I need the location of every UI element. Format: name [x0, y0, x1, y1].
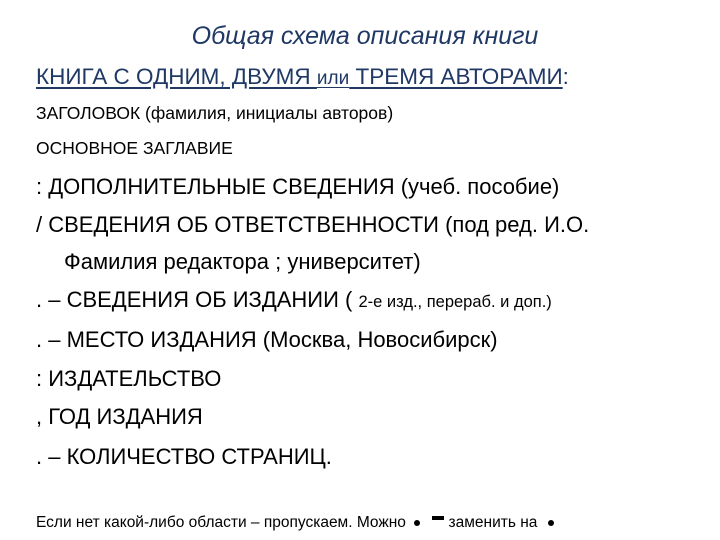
line-additional-info: : ДОПОЛНИТЕЛЬНЫЕ СВЕДЕНИЯ (учеб. пособие) — [36, 174, 560, 199]
line-responsibility-cont: Фамилия редактора ; университет) — [64, 249, 421, 274]
line-edition-main: . – СВЕДЕНИЯ ОБ ИЗДАНИИ ( — [36, 287, 359, 312]
dash-symbol — [432, 516, 444, 520]
line-heading-author: ЗАГОЛОВОК (фамилия, инициалы авторов) — [36, 103, 394, 123]
line-main-title: ОСНОВНОЕ ЗАГЛАВИЕ — [36, 138, 233, 158]
line-year: , ГОД ИЗДАНИЯ — [36, 404, 203, 429]
line-edition — [36, 287, 552, 313]
footer-note — [36, 514, 554, 532]
footer-text-1: Если нет какой-либо области – пропускаем. Можно — [36, 514, 411, 531]
line-pages: . – КОЛИЧЕСТВО СТРАНИЦ. — [36, 444, 332, 469]
heading-part-4: : — [562, 64, 569, 89]
line-edition-detail: 2-е изд., перераб. и доп.) — [358, 293, 552, 311]
section-heading — [36, 64, 569, 90]
heading-part-3: ТРЕМЯ АВТОРАМИ — [349, 64, 563, 89]
line-responsibility: / СВЕДЕНИЯ ОБ ОТВЕТСТВЕННОСТИ (под ред. И.О. — [36, 212, 590, 237]
footer-text-2: заменить на — [444, 514, 542, 531]
heading-part-2: или — [316, 68, 350, 89]
slide-title: Общая схема описания книги — [191, 22, 539, 50]
line-place: . – МЕСТО ИЗДАНИЯ (Москва, Новосибирск) — [36, 327, 498, 352]
period-symbol-2 — [548, 520, 554, 526]
heading-part-1: КНИГА С ОДНИМ, ДВУМЯ — [36, 64, 317, 89]
period-symbol — [414, 520, 420, 526]
line-publisher: : ИЗДАТЕЛЬСТВО — [36, 366, 222, 391]
